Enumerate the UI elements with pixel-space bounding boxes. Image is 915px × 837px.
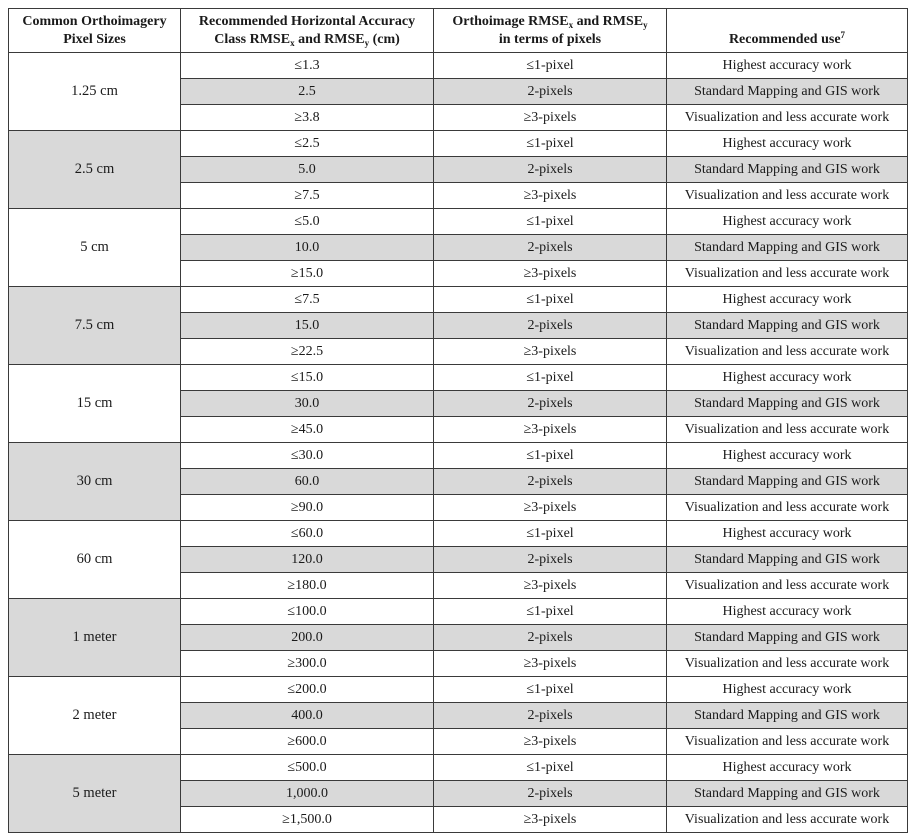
pixel-rmse-cell: 2-pixels xyxy=(434,703,667,729)
accuracy-class-cell: ≥22.5 xyxy=(181,339,434,365)
pixel-rmse-cell: 2-pixels xyxy=(434,235,667,261)
recommended-use-cell: Highest accuracy work xyxy=(667,209,908,235)
pixel-rmse-cell: ≤1-pixel xyxy=(434,287,667,313)
table-row xyxy=(9,677,908,703)
accuracy-class-cell: ≥600.0 xyxy=(181,729,434,755)
recommended-use-cell: Visualization and less accurate work xyxy=(667,417,908,443)
pixel-rmse-cell: ≥3-pixels xyxy=(434,183,667,209)
recommended-use-cell: Highest accuracy work xyxy=(667,131,908,157)
pixel-size-cell: 60 cm xyxy=(9,521,181,599)
recommended-use-cell: Highest accuracy work xyxy=(667,365,908,391)
recommended-use-cell: Standard Mapping and GIS work xyxy=(667,313,908,339)
recommended-use-cell: Highest accuracy work xyxy=(667,443,908,469)
recommended-use-cell: Standard Mapping and GIS work xyxy=(667,391,908,417)
accuracy-class-cell: ≥90.0 xyxy=(181,495,434,521)
pixel-rmse-cell: ≥3-pixels xyxy=(434,651,667,677)
pixel-rmse-cell: 2-pixels xyxy=(434,79,667,105)
header-pixel-sizes xyxy=(9,9,181,53)
recommended-use-cell: Standard Mapping and GIS work xyxy=(667,79,908,105)
pixel-rmse-cell: 2-pixels xyxy=(434,781,667,807)
header-accuracy-suffix: (cm) xyxy=(369,31,400,47)
orthoimagery-accuracy-table xyxy=(8,8,908,833)
accuracy-class-cell: 5.0 xyxy=(181,157,434,183)
pixel-rmse-cell: 2-pixels xyxy=(434,391,667,417)
recommended-use-cell: Visualization and less accurate work xyxy=(667,183,908,209)
pixel-size-cell: 5 meter xyxy=(9,755,181,833)
pixel-rmse-cell: ≤1-pixel xyxy=(434,443,667,469)
accuracy-class-cell: ≥1,500.0 xyxy=(181,807,434,833)
pixel-rmse-cell: ≤1-pixel xyxy=(434,131,667,157)
pixel-rmse-cell: ≤1-pixel xyxy=(434,521,667,547)
table-header xyxy=(9,9,908,53)
pixel-rmse-cell: 2-pixels xyxy=(434,547,667,573)
accuracy-class-cell: 10.0 xyxy=(181,235,434,261)
header-accuracy-mid: and RMSE xyxy=(294,31,365,47)
pixel-rmse-cell: 2-pixels xyxy=(434,157,667,183)
accuracy-class-cell: ≥180.0 xyxy=(181,573,434,599)
header-rmse-line2: in terms of pixels xyxy=(498,31,602,47)
accuracy-class-cell: 120.0 xyxy=(181,547,434,573)
pixel-rmse-cell: ≥3-pixels xyxy=(434,729,667,755)
table-row xyxy=(9,443,908,469)
pixel-rmse-cell: ≤1-pixel xyxy=(434,677,667,703)
pixel-rmse-cell: ≥3-pixels xyxy=(434,339,667,365)
header-rmse-sub-x: x xyxy=(568,19,574,30)
accuracy-class-cell: 1,000.0 xyxy=(181,781,434,807)
table-row xyxy=(9,599,908,625)
recommended-use-cell: Highest accuracy work xyxy=(667,53,908,79)
table-row xyxy=(9,131,908,157)
header-use-label: Recommended use xyxy=(728,32,841,47)
pixel-rmse-cell: ≤1-pixel xyxy=(434,599,667,625)
recommended-use-cell: Standard Mapping and GIS work xyxy=(667,625,908,651)
accuracy-class-cell: ≤60.0 xyxy=(181,521,434,547)
accuracy-class-cell: 15.0 xyxy=(181,313,434,339)
accuracy-class-cell: ≤100.0 xyxy=(181,599,434,625)
pixel-rmse-cell: ≥3-pixels xyxy=(434,261,667,287)
pixel-rmse-cell: ≥3-pixels xyxy=(434,573,667,599)
header-use-footnote: 7 xyxy=(840,30,846,40)
header-rmse-prefix: Orthoimage RMSE xyxy=(452,13,569,29)
accuracy-class-cell: ≤30.0 xyxy=(181,443,434,469)
accuracy-class-cell: 30.0 xyxy=(181,391,434,417)
pixel-size-cell: 2 meter xyxy=(9,677,181,755)
accuracy-class-cell: ≥3.8 xyxy=(181,105,434,131)
pixel-rmse-cell: ≥3-pixels xyxy=(434,807,667,833)
pixel-size-cell: 1.25 cm xyxy=(9,53,181,131)
recommended-use-cell: Visualization and less accurate work xyxy=(667,573,908,599)
recommended-use-cell: Visualization and less accurate work xyxy=(667,261,908,287)
table-row xyxy=(9,209,908,235)
recommended-use-cell: Highest accuracy work xyxy=(667,287,908,313)
recommended-use-cell: Visualization and less accurate work xyxy=(667,495,908,521)
accuracy-class-cell: 400.0 xyxy=(181,703,434,729)
recommended-use-cell: Standard Mapping and GIS work xyxy=(667,781,908,807)
pixel-size-cell: 2.5 cm xyxy=(9,131,181,209)
accuracy-class-cell: ≤15.0 xyxy=(181,365,434,391)
recommended-use-cell: Visualization and less accurate work xyxy=(667,105,908,131)
recommended-use-cell: Visualization and less accurate work xyxy=(667,651,908,677)
pixel-size-cell: 7.5 cm xyxy=(9,287,181,365)
accuracy-class-cell: ≤1.3 xyxy=(181,53,434,79)
table-body xyxy=(9,53,908,833)
table-row xyxy=(9,755,908,781)
recommended-use-cell: Highest accuracy work xyxy=(667,755,908,781)
accuracy-class-cell: 60.0 xyxy=(181,469,434,495)
pixel-rmse-cell: 2-pixels xyxy=(434,469,667,495)
recommended-use-cell: Visualization and less accurate work xyxy=(667,339,908,365)
header-rmse-sub-y: y xyxy=(643,19,648,30)
table-row xyxy=(9,287,908,313)
pixel-rmse-cell: 2-pixels xyxy=(434,625,667,651)
header-recommended-use xyxy=(667,9,908,53)
pixel-rmse-cell: ≥3-pixels xyxy=(434,417,667,443)
accuracy-class-cell: ≥45.0 xyxy=(181,417,434,443)
recommended-use-cell: Standard Mapping and GIS work xyxy=(667,157,908,183)
recommended-use-cell: Visualization and less accurate work xyxy=(667,807,908,833)
recommended-use-cell: Standard Mapping and GIS work xyxy=(667,703,908,729)
header-row xyxy=(9,9,908,53)
pixel-size-cell: 1 meter xyxy=(9,599,181,677)
accuracy-class-cell: ≤500.0 xyxy=(181,755,434,781)
accuracy-class-cell: ≤7.5 xyxy=(181,287,434,313)
recommended-use-cell: Highest accuracy work xyxy=(667,677,908,703)
header-pixel-sizes-line2: Pixel Sizes xyxy=(63,31,126,47)
header-accuracy-line1: Recommended Horizontal Accuracy xyxy=(198,13,416,29)
accuracy-class-cell: 200.0 xyxy=(181,625,434,651)
accuracy-class-cell: ≤5.0 xyxy=(181,209,434,235)
accuracy-class-cell: ≥15.0 xyxy=(181,261,434,287)
header-accuracy-sub-y: y xyxy=(364,37,370,48)
pixel-rmse-cell: ≥3-pixels xyxy=(434,105,667,131)
recommended-use-cell: Standard Mapping and GIS work xyxy=(667,235,908,261)
accuracy-class-cell: 2.5 xyxy=(181,79,434,105)
recommended-use-cell: Visualization and less accurate work xyxy=(667,729,908,755)
table-row xyxy=(9,521,908,547)
header-pixel-sizes-line1: Common Orthoimagery xyxy=(22,13,167,29)
recommended-use-cell: Standard Mapping and GIS work xyxy=(667,547,908,573)
accuracy-class-cell: ≤2.5 xyxy=(181,131,434,157)
pixel-size-cell: 15 cm xyxy=(9,365,181,443)
recommended-use-cell: Standard Mapping and GIS work xyxy=(667,469,908,495)
accuracy-table-container xyxy=(8,8,908,833)
pixel-size-cell: 30 cm xyxy=(9,443,181,521)
pixel-rmse-cell: ≤1-pixel xyxy=(434,365,667,391)
header-horizontal-accuracy xyxy=(181,9,434,53)
pixel-rmse-cell: ≤1-pixel xyxy=(434,755,667,781)
pixel-rmse-cell: ≤1-pixel xyxy=(434,209,667,235)
recommended-use-cell: Highest accuracy work xyxy=(667,599,908,625)
header-accuracy-sub-x: x xyxy=(290,37,295,48)
pixel-size-cell: 5 cm xyxy=(9,209,181,287)
header-rmse-mid: and RMSE xyxy=(573,13,644,29)
header-rmse-pixels xyxy=(434,9,667,53)
pixel-rmse-cell: ≥3-pixels xyxy=(434,495,667,521)
table-row xyxy=(9,53,908,79)
pixel-rmse-cell: ≤1-pixel xyxy=(434,53,667,79)
recommended-use-cell: Highest accuracy work xyxy=(667,521,908,547)
table-row xyxy=(9,365,908,391)
accuracy-class-cell: ≥300.0 xyxy=(181,651,434,677)
accuracy-class-cell: ≥7.5 xyxy=(181,183,434,209)
accuracy-class-cell: ≤200.0 xyxy=(181,677,434,703)
pixel-rmse-cell: 2-pixels xyxy=(434,313,667,339)
header-accuracy-prefix: Class RMSE xyxy=(214,31,291,47)
